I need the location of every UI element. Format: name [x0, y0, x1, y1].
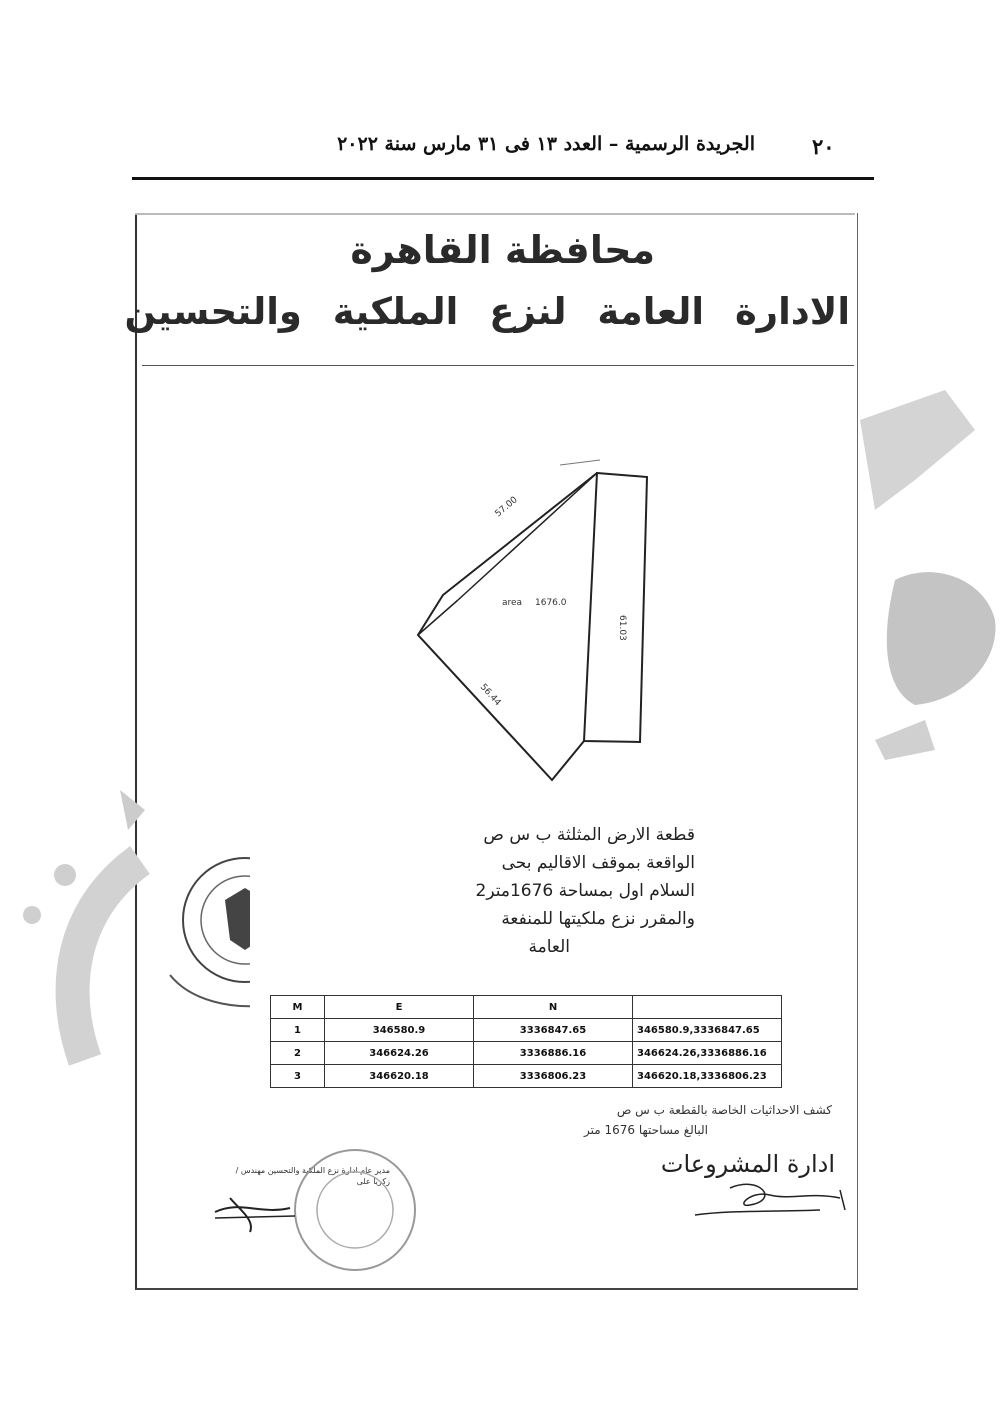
table-row [271, 1065, 782, 1088]
watermark-right [855, 360, 1004, 760]
governorate-title: محافظة القاهرة [350, 228, 655, 272]
area-label: area [502, 598, 523, 608]
official-stamp [210, 1140, 420, 1285]
title-divider [142, 365, 854, 366]
cell-e: 346624.26 [325, 1042, 474, 1065]
plot-outline [418, 473, 597, 780]
description-line-4: والمقرر نزع ملكيتها للمنفعة [501, 909, 695, 929]
table-caption-1: كشف الاحداثيات الخاصة بالقطعة ب س ص [616, 1103, 832, 1117]
inner-edge [458, 473, 597, 600]
cell-m: 3 [271, 1065, 325, 1088]
journal-title: الجريدة الرسمية – العدد ١٣ فى ٣١ مارس سنة ٢٠٢٢ [337, 133, 755, 155]
table-header-row [271, 996, 782, 1019]
cell-m: 2 [271, 1042, 325, 1065]
description-line-5: العامة [528, 937, 570, 957]
plot-drawing [410, 455, 665, 790]
table-row [271, 1042, 782, 1065]
cell-pair: 346620.18,3336806.23 [633, 1065, 782, 1088]
table-row [271, 1019, 782, 1042]
department-title: الادارة العامة لنزع الملكية والتحسين [124, 290, 850, 333]
cell-n: 3336886.16 [474, 1042, 633, 1065]
area-value: 1676.0 [535, 598, 567, 608]
edge-top-length: 57.00 [493, 495, 520, 520]
description-line-2: الواقعة بموقف الاقاليم بحى [501, 853, 695, 873]
seal-watermark [20, 770, 250, 1070]
cell-e: 346620.18 [325, 1065, 474, 1088]
header-n: N [474, 996, 633, 1019]
header-m: M [271, 996, 325, 1019]
cell-n: 3336847.65 [474, 1019, 633, 1042]
header-divider [132, 177, 874, 180]
inner-edge-2 [418, 600, 458, 635]
scan-top-edge [135, 213, 855, 215]
signature-right [690, 1170, 865, 1225]
description-line-3: السلام اول بمساحة 1676متر2 [475, 881, 695, 901]
cell-pair: 346580.9,3336847.65 [633, 1019, 782, 1042]
cell-n: 3336806.23 [474, 1065, 633, 1088]
edge-left-length: 56.44 [477, 682, 503, 709]
description-line-1: قطعة الارض المثلثة ب س ص [483, 825, 695, 845]
header-e: E [325, 996, 474, 1019]
header-pair [633, 996, 782, 1019]
table-caption-2: البالغ مساحتها 1676 متر [584, 1123, 708, 1137]
extension-line [560, 460, 600, 465]
cell-m: 1 [271, 1019, 325, 1042]
coordinates-table [270, 995, 782, 1088]
cell-pair: 346624.26,3336886.16 [633, 1042, 782, 1065]
stamp-caption: مدير عام ادارة نزع الملكية والتحسين مهندس / زكريا على [235, 1166, 390, 1186]
cell-e: 346580.9 [325, 1019, 474, 1042]
projects-department-label: ادارة المشروعات [660, 1150, 835, 1178]
edge-right-length: 61.03 [617, 615, 627, 641]
right-strip [584, 473, 647, 742]
page-number: ٢٠ [812, 134, 835, 159]
